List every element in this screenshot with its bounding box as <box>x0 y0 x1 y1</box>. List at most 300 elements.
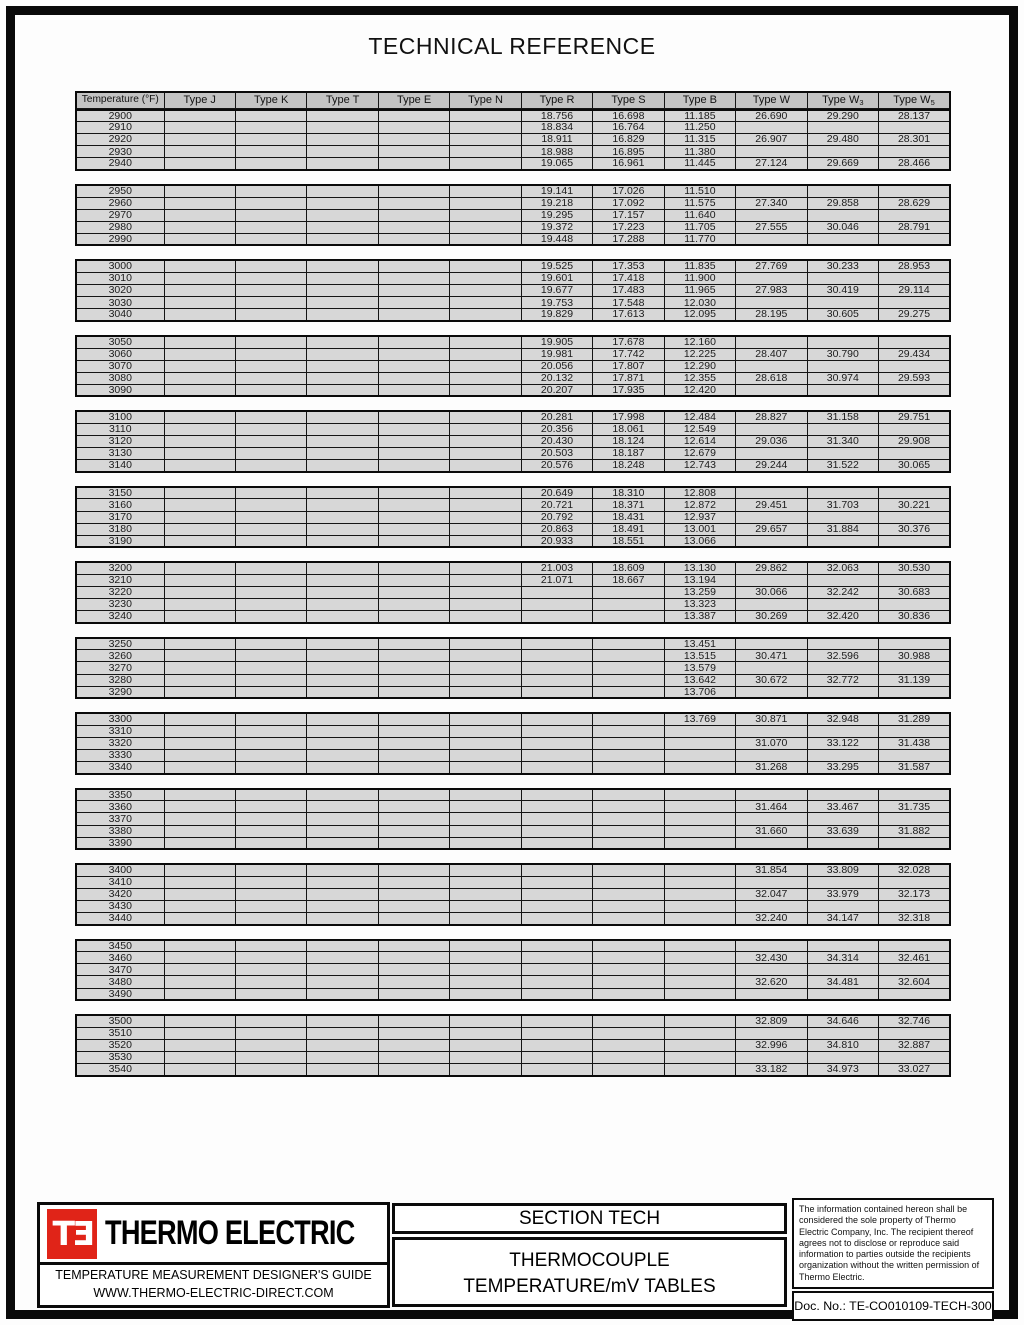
mv-value-cell <box>450 599 521 611</box>
mv-value-cell: 30.871 <box>736 713 807 725</box>
mv-value-cell: 30.065 <box>879 460 950 472</box>
mv-value-cell: 30.269 <box>736 611 807 623</box>
mv-value-cell <box>307 511 378 523</box>
mv-value-cell: 30.233 <box>807 260 878 272</box>
mv-value-cell: 20.207 <box>521 384 592 396</box>
mv-value-cell <box>235 574 306 586</box>
table-block <box>75 1014 951 1076</box>
mv-value-cell <box>235 674 306 686</box>
table-row <box>76 562 950 574</box>
mv-value-cell <box>593 599 664 611</box>
mv-value-cell <box>664 725 735 737</box>
mv-value-cell <box>807 146 878 158</box>
mv-value-cell <box>235 523 306 535</box>
mv-value-cell <box>879 423 950 435</box>
mv-value-cell <box>164 888 235 900</box>
mv-value-cell <box>307 460 378 472</box>
mv-value-cell: 34.314 <box>807 952 878 964</box>
temperature-cell: 3220 <box>76 587 164 599</box>
mv-value-cell <box>593 964 664 976</box>
mv-value-cell: 17.483 <box>593 285 664 297</box>
temperature-cell: 3070 <box>76 360 164 372</box>
mv-value-cell: 31.070 <box>736 737 807 749</box>
type-column-header: Type W <box>736 92 807 108</box>
mv-value-cell: 17.092 <box>593 197 664 209</box>
mv-value-cell: 31.268 <box>736 762 807 774</box>
mv-value-cell <box>879 185 950 197</box>
temperature-cell: 2990 <box>76 233 164 245</box>
mv-value-cell <box>450 221 521 233</box>
table-row <box>76 384 950 396</box>
mv-value-cell <box>235 1015 306 1027</box>
mv-value-cell: 31.158 <box>807 411 878 423</box>
mv-value-cell: 20.933 <box>521 535 592 547</box>
mv-value-cell: 32.430 <box>736 952 807 964</box>
mv-value-cell <box>664 976 735 988</box>
mv-value-cell: 32.746 <box>879 1015 950 1027</box>
table-row <box>76 233 950 245</box>
table-row <box>76 662 950 674</box>
mv-value-cell <box>378 436 449 448</box>
temperature-cell: 3460 <box>76 952 164 964</box>
mv-value-cell <box>879 384 950 396</box>
temperature-cell: 3290 <box>76 686 164 698</box>
mv-value-cell <box>164 674 235 686</box>
table-row <box>76 737 950 749</box>
mv-value-cell <box>879 1027 950 1039</box>
temperature-cell: 2980 <box>76 221 164 233</box>
mv-value-cell <box>521 1015 592 1027</box>
mv-value-cell <box>450 976 521 988</box>
mv-value-cell <box>235 813 306 825</box>
mv-value-cell <box>450 233 521 245</box>
mv-value-cell <box>164 360 235 372</box>
mv-value-cell <box>593 876 664 888</box>
mv-value-cell <box>378 686 449 698</box>
mv-value-cell: 30.790 <box>807 348 878 360</box>
mv-value-cell: 20.576 <box>521 460 592 472</box>
mv-value-cell <box>235 650 306 662</box>
mv-value-cell <box>235 499 306 511</box>
mv-value-cell <box>593 762 664 774</box>
table-row <box>76 976 950 988</box>
temperature-cell: 3450 <box>76 940 164 952</box>
thermo-electric-logo-icon: TƎ <box>47 1209 97 1259</box>
mv-value-cell: 28.195 <box>736 309 807 321</box>
table-header-row <box>75 91 951 109</box>
mv-value-cell <box>450 737 521 749</box>
mv-value-cell: 20.721 <box>521 499 592 511</box>
mv-value-cell <box>593 825 664 837</box>
mv-value-cell <box>664 825 735 837</box>
type-column-header: Type N <box>450 92 521 108</box>
mv-value-cell <box>378 348 449 360</box>
mv-value-cell: 28.791 <box>879 221 950 233</box>
temperature-cell: 2910 <box>76 122 164 134</box>
mv-value-cell <box>593 686 664 698</box>
temperature-cell: 3030 <box>76 297 164 309</box>
mv-value-cell: 29.434 <box>879 348 950 360</box>
mv-value-cell: 19.601 <box>521 273 592 285</box>
table-row <box>76 864 950 876</box>
mv-value-cell <box>807 876 878 888</box>
mv-value-cell <box>378 662 449 674</box>
mv-value-cell <box>164 146 235 158</box>
temperature-cell: 3340 <box>76 762 164 774</box>
page-title: TECHNICAL REFERENCE <box>368 33 656 59</box>
mv-value-cell <box>307 423 378 435</box>
mv-value-cell <box>521 611 592 623</box>
mv-value-cell: 19.065 <box>521 158 592 170</box>
table-block <box>75 712 951 774</box>
temperature-cell: 3420 <box>76 888 164 900</box>
mv-value-cell <box>164 1051 235 1063</box>
mv-value-cell <box>164 297 235 309</box>
table-row <box>76 297 950 309</box>
table-row <box>76 197 950 209</box>
mv-value-cell <box>378 221 449 233</box>
table-row <box>76 611 950 623</box>
mv-value-cell <box>450 825 521 837</box>
mv-value-cell <box>736 185 807 197</box>
temperature-cell: 2940 <box>76 158 164 170</box>
table-block <box>75 788 951 850</box>
mv-value-cell: 12.484 <box>664 411 735 423</box>
mv-value-cell <box>235 122 306 134</box>
mv-value-cell <box>593 952 664 964</box>
mv-value-cell <box>521 988 592 1000</box>
mv-value-cell: 11.445 <box>664 158 735 170</box>
mv-value-cell <box>235 750 306 762</box>
mv-value-cell: 18.911 <box>521 134 592 146</box>
mv-value-cell <box>450 674 521 686</box>
mv-value-cell: 32.809 <box>736 1015 807 1027</box>
mv-value-cell <box>807 988 878 1000</box>
mv-value-cell <box>307 864 378 876</box>
mv-value-cell: 29.908 <box>879 436 950 448</box>
mv-value-cell <box>235 801 306 813</box>
mv-value-cell <box>521 964 592 976</box>
mv-value-cell: 29.114 <box>879 285 950 297</box>
temperature-cell: 3270 <box>76 662 164 674</box>
mv-value-cell <box>378 574 449 586</box>
temperature-cell: 3250 <box>76 638 164 650</box>
mv-value-cell: 16.698 <box>593 110 664 122</box>
mv-value-cell: 20.649 <box>521 487 592 499</box>
mv-value-cell <box>164 737 235 749</box>
mv-value-cell <box>378 976 449 988</box>
mv-value-cell: 20.792 <box>521 511 592 523</box>
mv-value-cell <box>164 562 235 574</box>
mv-value-cell <box>450 587 521 599</box>
mv-value-cell: 20.056 <box>521 360 592 372</box>
table-block <box>75 109 951 171</box>
mv-value-cell <box>879 146 950 158</box>
mv-value-cell <box>307 900 378 912</box>
mv-value-cell <box>307 146 378 158</box>
mv-value-cell <box>593 940 664 952</box>
mv-value-cell <box>378 134 449 146</box>
mv-value-cell: 31.735 <box>879 801 950 813</box>
mv-value-cell <box>378 336 449 348</box>
mv-value-cell <box>235 888 306 900</box>
mv-value-cell <box>307 1015 378 1027</box>
mv-value-cell <box>235 825 306 837</box>
mv-value-cell <box>307 940 378 952</box>
mv-value-cell <box>450 611 521 623</box>
mv-value-cell <box>378 1051 449 1063</box>
table-row <box>76 309 950 321</box>
temperature-cell: 3350 <box>76 789 164 801</box>
table-row <box>76 348 950 360</box>
mv-value-cell <box>807 360 878 372</box>
mv-value-cell <box>164 336 235 348</box>
mv-value-cell <box>307 750 378 762</box>
mv-value-cell <box>307 110 378 122</box>
mv-value-cell <box>807 209 878 221</box>
mv-value-cell <box>521 686 592 698</box>
mv-value-cell: 34.646 <box>807 1015 878 1027</box>
temperature-cell: 3010 <box>76 273 164 285</box>
temperature-cell: 3180 <box>76 523 164 535</box>
mv-value-cell <box>164 952 235 964</box>
type-column-header: Type J <box>164 92 235 108</box>
tagline-line1: TEMPERATURE MEASUREMENT DESIGNER'S GUIDE <box>55 1268 372 1282</box>
mv-value-cell: 16.895 <box>593 146 664 158</box>
mv-value-cell <box>879 638 950 650</box>
mv-value-cell <box>879 122 950 134</box>
mv-value-cell: 13.642 <box>664 674 735 686</box>
mv-value-cell <box>164 762 235 774</box>
mv-value-cell: 31.660 <box>736 825 807 837</box>
mv-value-cell <box>450 499 521 511</box>
mv-value-cell: 18.124 <box>593 436 664 448</box>
mv-value-cell: 17.935 <box>593 384 664 396</box>
mv-value-cell: 13.194 <box>664 574 735 586</box>
temperature-cell: 3040 <box>76 309 164 321</box>
temperature-cell: 3360 <box>76 801 164 813</box>
mv-value-cell: 30.974 <box>807 372 878 384</box>
table-row <box>76 487 950 499</box>
mv-value-cell <box>307 134 378 146</box>
mv-value-cell: 30.471 <box>736 650 807 662</box>
mv-value-cell <box>736 448 807 460</box>
mv-value-cell <box>235 713 306 725</box>
mv-value-cell <box>736 574 807 586</box>
mv-value-cell <box>378 1027 449 1039</box>
mv-value-cell <box>164 964 235 976</box>
mv-value-cell <box>307 599 378 611</box>
table-block <box>75 863 951 925</box>
mv-value-cell <box>307 297 378 309</box>
temperature-cell: 3230 <box>76 599 164 611</box>
table-row <box>76 1064 950 1076</box>
mv-value-cell <box>307 360 378 372</box>
table-row <box>76 1051 950 1063</box>
mv-value-cell: 17.998 <box>593 411 664 423</box>
temperature-cell: 3490 <box>76 988 164 1000</box>
mv-value-cell: 31.139 <box>879 674 950 686</box>
mv-value-cell <box>664 1015 735 1027</box>
mv-value-cell <box>593 976 664 988</box>
mv-value-cell <box>807 273 878 285</box>
mv-value-cell: 32.887 <box>879 1039 950 1051</box>
temperature-cell: 3390 <box>76 837 164 849</box>
mv-value-cell: 18.609 <box>593 562 664 574</box>
mv-value-cell <box>664 876 735 888</box>
mv-value-cell <box>736 837 807 849</box>
mv-value-cell <box>450 460 521 472</box>
mv-value-cell: 29.862 <box>736 562 807 574</box>
table-row <box>76 964 950 976</box>
mv-value-cell <box>307 448 378 460</box>
mv-value-cell <box>164 725 235 737</box>
mv-value-cell <box>450 913 521 925</box>
mv-value-cell <box>164 185 235 197</box>
mv-value-cell: 33.809 <box>807 864 878 876</box>
table-row <box>76 1027 950 1039</box>
mv-value-cell <box>450 988 521 1000</box>
mv-value-cell <box>235 436 306 448</box>
mv-value-cell: 12.614 <box>664 436 735 448</box>
mv-value-cell <box>378 297 449 309</box>
table-row <box>76 825 950 837</box>
table-row <box>76 273 950 285</box>
mv-value-cell: 29.290 <box>807 110 878 122</box>
type-column-header: Type T <box>307 92 378 108</box>
mv-value-cell <box>307 674 378 686</box>
mv-value-cell <box>378 825 449 837</box>
mv-value-cell <box>235 1027 306 1039</box>
mv-value-cell <box>378 309 449 321</box>
temperature-cell: 3280 <box>76 674 164 686</box>
table-block <box>75 335 951 397</box>
mv-value-cell <box>521 662 592 674</box>
table-row <box>76 360 950 372</box>
table-block <box>75 939 951 1001</box>
table-block <box>75 637 951 699</box>
mv-value-cell <box>164 650 235 662</box>
mv-value-cell: 28.629 <box>879 197 950 209</box>
mv-value-cell: 20.132 <box>521 372 592 384</box>
table-row <box>76 599 950 611</box>
mv-value-cell <box>593 587 664 599</box>
mv-value-cell <box>235 110 306 122</box>
mv-value-cell <box>450 110 521 122</box>
mv-value-cell <box>307 789 378 801</box>
mv-value-cell: 32.461 <box>879 952 950 964</box>
mv-value-cell <box>450 876 521 888</box>
mv-value-cell: 17.288 <box>593 233 664 245</box>
mv-value-cell <box>736 146 807 158</box>
mv-value-cell <box>450 260 521 272</box>
mv-value-cell <box>807 789 878 801</box>
mv-value-cell <box>164 825 235 837</box>
footer-brand-block <box>37 1202 390 1308</box>
mv-value-cell: 19.218 <box>521 197 592 209</box>
mv-value-cell: 32.318 <box>879 913 950 925</box>
mv-value-cell: 11.835 <box>664 260 735 272</box>
mv-value-cell: 29.669 <box>807 158 878 170</box>
mv-value-cell <box>164 1064 235 1076</box>
mv-value-cell: 16.764 <box>593 122 664 134</box>
mv-value-cell <box>235 197 306 209</box>
mv-value-cell <box>164 913 235 925</box>
mv-value-cell <box>736 686 807 698</box>
mv-value-cell <box>664 940 735 952</box>
mv-value-cell <box>807 384 878 396</box>
mv-value-cell <box>235 233 306 245</box>
mv-value-cell <box>307 713 378 725</box>
mv-value-cell <box>664 762 735 774</box>
footer-legal-block <box>792 1198 994 1321</box>
type-column-header: Type E <box>378 92 449 108</box>
mv-value-cell <box>593 650 664 662</box>
mv-value-cell <box>235 599 306 611</box>
mv-value-cell <box>164 1015 235 1027</box>
mv-value-cell <box>378 801 449 813</box>
temperature-cell: 3330 <box>76 750 164 762</box>
temperature-cell: 3140 <box>76 460 164 472</box>
table-row <box>76 762 950 774</box>
mv-value-cell: 12.355 <box>664 372 735 384</box>
mv-value-cell: 11.250 <box>664 122 735 134</box>
mv-value-cell: 18.491 <box>593 523 664 535</box>
mv-value-cell <box>807 535 878 547</box>
mv-value-cell <box>593 900 664 912</box>
mv-value-cell: 27.124 <box>736 158 807 170</box>
mv-value-cell <box>164 976 235 988</box>
mv-value-cell <box>378 611 449 623</box>
mv-value-cell: 28.953 <box>879 260 950 272</box>
mv-value-cell <box>164 309 235 321</box>
table-block <box>75 486 951 548</box>
mv-value-cell: 31.884 <box>807 523 878 535</box>
mv-value-cell: 33.295 <box>807 762 878 774</box>
temperature-cell: 3300 <box>76 713 164 725</box>
mv-value-cell <box>235 952 306 964</box>
mv-value-cell: 31.854 <box>736 864 807 876</box>
mv-value-cell: 18.431 <box>593 511 664 523</box>
mv-value-cell <box>807 837 878 849</box>
mv-value-cell <box>164 789 235 801</box>
mv-value-cell <box>378 209 449 221</box>
mv-value-cell <box>307 348 378 360</box>
mv-value-cell <box>450 423 521 435</box>
mv-value-cell <box>235 762 306 774</box>
mv-value-cell: 17.871 <box>593 372 664 384</box>
mv-value-cell <box>664 913 735 925</box>
mv-value-cell <box>879 964 950 976</box>
mv-value-cell: 21.003 <box>521 562 592 574</box>
mv-value-cell <box>235 1039 306 1051</box>
mv-value-cell: 17.742 <box>593 348 664 360</box>
mv-value-cell: 17.223 <box>593 221 664 233</box>
temperature-cell: 3170 <box>76 511 164 523</box>
mv-value-cell <box>307 813 378 825</box>
mv-value-cell <box>164 940 235 952</box>
mv-value-cell <box>235 511 306 523</box>
temperature-cell: 3240 <box>76 611 164 623</box>
temperature-column-header: Temperature (°F) <box>76 92 164 108</box>
mv-value-cell: 28.827 <box>736 411 807 423</box>
mv-value-cell <box>521 638 592 650</box>
table-row <box>76 686 950 698</box>
mv-value-cell: 12.095 <box>664 309 735 321</box>
mv-value-cell: 33.979 <box>807 888 878 900</box>
mv-value-cell <box>235 638 306 650</box>
mv-value-cell <box>307 523 378 535</box>
